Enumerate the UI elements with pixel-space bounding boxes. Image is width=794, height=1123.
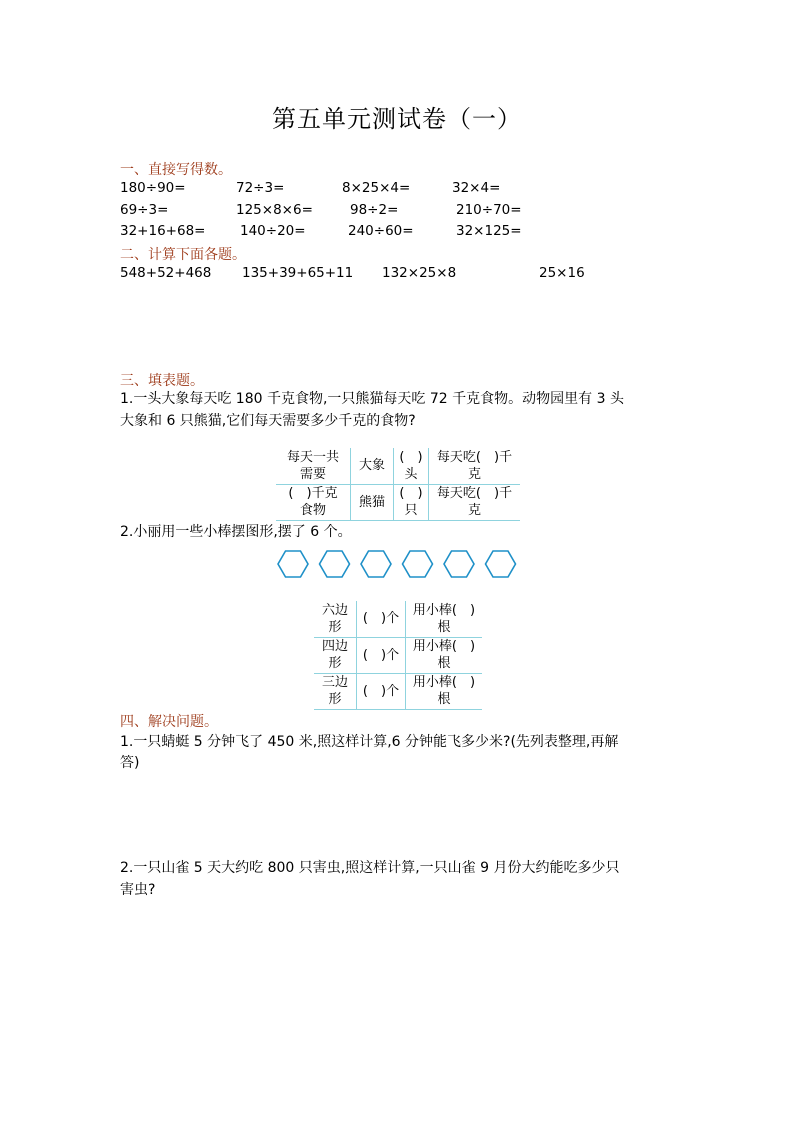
- cell-text: 每天吃( )千: [436, 449, 513, 465]
- cell-text: 只: [404, 503, 418, 518]
- shape-name-cell: [314, 601, 357, 637]
- cell-text: ( ): [399, 449, 423, 465]
- shape-count-cell[interactable]: ( )个: [357, 673, 406, 709]
- cell-text: ( ): [399, 486, 423, 501]
- cell-text: 用小棒( ): [412, 602, 476, 618]
- cell-text: 四边: [321, 639, 348, 654]
- cell-text: 食物: [299, 503, 326, 518]
- total-answer-cell[interactable]: [276, 484, 351, 520]
- hexagon-shape: [486, 551, 516, 577]
- eat-cell[interactable]: [429, 448, 521, 484]
- stick-cell[interactable]: [406, 601, 483, 637]
- question-text: 1.一头大象每天吃 180 千克食物,一只熊猫每天吃 72 千克食物。动物园里有 3 头: [120, 391, 624, 407]
- cell-text: 六边: [321, 602, 348, 618]
- hexagon-shape: [403, 551, 433, 577]
- cell-text: 根: [437, 656, 451, 671]
- calc-item: 32+16+68=: [120, 223, 206, 239]
- section3-heading: 三、填表题。: [120, 373, 204, 389]
- calc-item: 25×16: [539, 265, 585, 281]
- count-cell[interactable]: [394, 484, 429, 520]
- calc-item: 548+52+468: [120, 265, 212, 281]
- section2-heading: 二、计算下面各题。: [120, 247, 246, 263]
- page-title: 第五单元测试卷（一）: [272, 105, 522, 133]
- shape-name-cell: [314, 637, 357, 673]
- cell-text: 形: [328, 692, 342, 707]
- calc-item: 72÷3=: [236, 180, 285, 196]
- cell-text: 根: [437, 619, 451, 635]
- calc-item: 98÷2=: [350, 202, 399, 218]
- hexagon-shape: [361, 551, 391, 577]
- cell-text: 每天吃( )千: [436, 486, 513, 501]
- calc-item: 69÷3=: [120, 202, 169, 218]
- calc-item: 32×4=: [452, 180, 501, 196]
- shape-count-cell[interactable]: ( )个: [357, 601, 406, 637]
- question-text: 2.一只山雀 5 天大约吃 800 只害虫,照这样计算,一只山雀 9 月份大约能吃多少只: [120, 860, 620, 876]
- cell-text: 克: [467, 466, 481, 482]
- animal-cell: 大象: [351, 448, 394, 484]
- question-text: 大象和 6 只熊猫,它们每天需要多少千克的食物?: [120, 413, 416, 429]
- hexagon-shape: [444, 551, 474, 577]
- cell-text: 需要: [299, 466, 326, 482]
- stick-cell[interactable]: [406, 637, 483, 673]
- cell-text: 用小棒( ): [412, 675, 476, 690]
- cell-text: 形: [328, 656, 342, 671]
- eat-cell[interactable]: [429, 484, 521, 520]
- shape-count-cell[interactable]: ( )个: [357, 637, 406, 673]
- calc-item: 8×25×4=: [342, 180, 411, 196]
- food-table: [276, 448, 520, 521]
- total-label-cell: [276, 448, 351, 484]
- section4-heading: 四、解决问题。: [120, 714, 218, 730]
- calc-item: 32×125=: [456, 223, 522, 239]
- question-text: 2.小丽用一些小棒摆图形,摆了 6 个。: [120, 524, 352, 540]
- cell-text: 根: [437, 692, 451, 707]
- question-text: 害虫?: [120, 882, 156, 898]
- hexagon-shape: [320, 551, 350, 577]
- hexagon-shape: [278, 551, 308, 577]
- calc-item: 132×25×8: [382, 265, 457, 281]
- question-text: 1.一只蜻蜓 5 分钟飞了 450 米,照这样计算,6 分钟能飞多少米?(先列表整理,再解: [120, 734, 619, 750]
- calc-item: 140÷20=: [240, 223, 306, 239]
- count-cell[interactable]: [394, 448, 429, 484]
- question-text: 答): [120, 755, 140, 771]
- cell-text: 头: [404, 466, 418, 482]
- calc-item: 240÷60=: [348, 223, 414, 239]
- stick-cell[interactable]: [406, 673, 483, 709]
- animal-cell: 熊猫: [351, 484, 394, 520]
- shape-name-cell: [314, 673, 357, 709]
- hexagon-row: [274, 546, 518, 582]
- calc-item: 210÷70=: [456, 202, 522, 218]
- cell-text: 每天一共: [286, 449, 339, 465]
- cell-text: ( )千克: [288, 486, 338, 501]
- cell-text: 形: [328, 619, 342, 635]
- cell-text: 三边: [321, 675, 348, 690]
- calc-item: 135+39+65+11: [242, 265, 354, 281]
- cell-text: 克: [467, 503, 481, 518]
- calc-item: 180÷90=: [120, 180, 186, 196]
- calc-item: 125×8×6=: [236, 202, 313, 218]
- section1-heading: 一、直接写得数。: [120, 162, 232, 178]
- shape-table: [314, 601, 482, 710]
- cell-text: 用小棒( ): [412, 639, 476, 654]
